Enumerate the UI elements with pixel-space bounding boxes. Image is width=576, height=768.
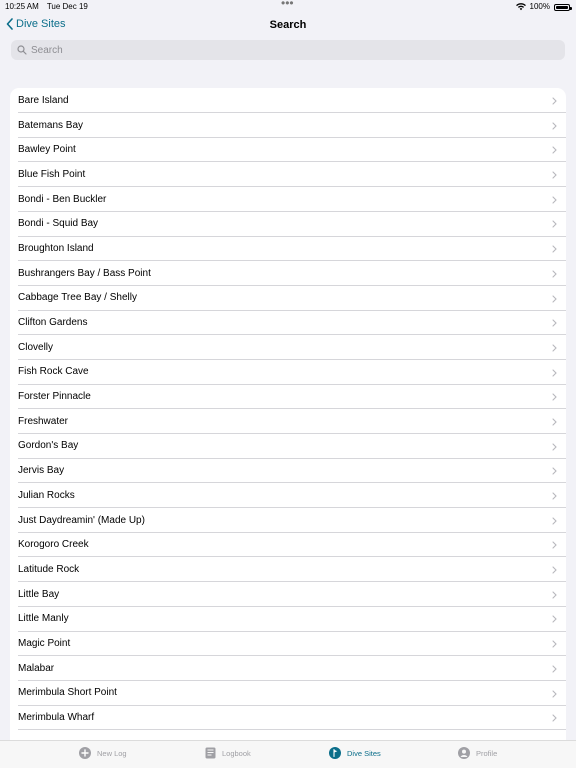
dive-site-row[interactable]	[10, 606, 566, 631]
dive-site-name: Jervis Bay	[18, 465, 65, 477]
chevron-right-icon	[552, 714, 557, 722]
dive-site-name: Magic Point	[18, 637, 71, 649]
chevron-right-icon	[552, 295, 557, 303]
tab-label: New Log	[97, 748, 127, 758]
dive-site-name: Clifton Gardens	[18, 317, 88, 329]
chevron-right-icon	[552, 566, 557, 574]
chevron-right-icon	[552, 615, 557, 623]
dive-flag-icon	[329, 747, 341, 759]
tab-dive-sites[interactable]	[329, 747, 381, 759]
chevron-right-icon	[552, 492, 557, 500]
dive-site-name: Bare Island	[18, 94, 69, 106]
navigation-bar	[0, 14, 576, 38]
battery-cap	[570, 7, 572, 10]
dive-site-row[interactable]	[10, 434, 566, 459]
dive-site-name: Fish Rock Cave	[18, 366, 89, 378]
dive-site-name: Forster Pinnacle	[18, 391, 91, 403]
dive-site-row[interactable]	[10, 705, 566, 730]
chevron-right-icon	[552, 344, 557, 352]
dive-site-list	[10, 88, 566, 740]
chevron-right-icon	[552, 319, 557, 327]
dive-site-name: Broughton Island	[18, 242, 94, 254]
tab-label: Dive Sites	[347, 748, 381, 758]
tab-label: Logbook	[222, 748, 251, 758]
chevron-right-icon	[552, 541, 557, 549]
chevron-right-icon	[552, 591, 557, 599]
tab-logbook[interactable]	[205, 747, 251, 759]
dive-site-row[interactable]	[10, 187, 566, 212]
dive-site-name: Clovelly	[18, 341, 54, 353]
tab-profile[interactable]	[458, 747, 497, 759]
dive-site-name: Batemans Bay	[18, 119, 84, 131]
chevron-right-icon	[552, 665, 557, 673]
back-button-label: Dive Sites	[16, 18, 66, 30]
dive-site-name: Gordon's Bay	[18, 440, 79, 452]
battery-percent: 100%	[529, 2, 550, 11]
dive-site-row[interactable]	[10, 162, 566, 187]
dive-site-name: Little Manly	[18, 613, 69, 625]
dive-site-row[interactable]	[10, 261, 566, 286]
search-input[interactable]	[31, 41, 531, 59]
chevron-right-icon	[552, 467, 557, 475]
chevron-right-icon	[552, 245, 557, 253]
dive-site-name: Bawley Point	[18, 144, 76, 156]
multitasking-dots-icon[interactable]: •••	[281, 0, 294, 10]
chevron-right-icon	[552, 443, 557, 451]
battery-fill	[556, 6, 568, 9]
status-left	[5, 1, 88, 13]
person-circle-icon	[458, 747, 470, 759]
dive-site-row[interactable]	[10, 582, 566, 607]
tab-label: Profile	[476, 748, 498, 758]
dive-site-row[interactable]	[10, 137, 566, 162]
dive-site-row[interactable]	[10, 88, 566, 113]
status-date: Tue Dec 19	[46, 2, 88, 11]
dive-site-name: Bondi - Squid Bay	[18, 218, 99, 230]
dive-site-row[interactable]	[10, 557, 566, 582]
dive-site-name: Bondi - Ben Buckler	[18, 193, 107, 205]
chevron-right-icon	[552, 196, 557, 204]
dive-site-row[interactable]	[10, 236, 566, 261]
dive-site-row[interactable]	[10, 335, 566, 360]
search-icon	[17, 45, 27, 55]
dive-site-row[interactable]	[10, 409, 566, 434]
dive-site-row[interactable]	[10, 211, 566, 236]
dive-site-name: Just Daydreamin' (Made Up)	[18, 514, 145, 526]
dive-site-row[interactable]	[10, 508, 566, 533]
book-icon	[205, 747, 216, 759]
chevron-right-icon	[552, 220, 557, 228]
chevron-right-icon	[552, 393, 557, 401]
plus-circle-icon	[79, 747, 91, 759]
chevron-right-icon	[552, 146, 557, 154]
dive-site-row[interactable]	[10, 656, 566, 681]
tab-bar	[0, 740, 576, 768]
dive-site-name: Cabbage Tree Bay / Shelly	[18, 292, 137, 304]
dive-site-name: Blue Fish Point	[18, 168, 86, 180]
dive-site-name: Merimbula Short Point	[18, 687, 117, 699]
dive-site-name: Latitude Rock	[18, 563, 80, 575]
dive-site-name: Little Bay	[18, 588, 60, 600]
status-bar	[0, 0, 576, 14]
chevron-right-icon	[552, 517, 557, 525]
dive-site-row[interactable]	[10, 483, 566, 508]
dive-site-row[interactable]	[10, 384, 566, 409]
dive-site-name: Bushrangers Bay / Bass Point	[18, 267, 151, 279]
dive-site-row[interactable]	[10, 360, 566, 385]
chevron-right-icon	[552, 270, 557, 278]
tab-new-log[interactable]	[79, 747, 127, 759]
battery-icon	[554, 4, 570, 11]
dive-site-row[interactable]	[10, 286, 566, 311]
dive-site-name: Merimbula Wharf	[18, 712, 95, 724]
chevron-right-icon	[552, 690, 557, 698]
chevron-right-icon	[552, 418, 557, 426]
dive-site-row[interactable]	[10, 458, 566, 483]
dive-site-row[interactable]	[10, 532, 566, 557]
status-right	[516, 1, 570, 13]
status-time: 10:25 AM	[5, 2, 39, 11]
dive-site-name: Malabar	[18, 662, 55, 674]
dive-site-name: Freshwater	[18, 415, 69, 427]
dive-site-row[interactable]	[10, 113, 566, 138]
wifi-icon	[516, 3, 526, 11]
chevron-right-icon	[552, 122, 557, 130]
dive-site-row[interactable]	[10, 631, 566, 656]
dive-site-name: Julian Rocks	[18, 489, 75, 501]
page-title: Search	[269, 19, 307, 31]
dive-site-name: Korogoro Creek	[18, 539, 89, 551]
chevron-right-icon	[552, 97, 557, 105]
chevron-right-icon	[552, 171, 557, 179]
chevron-right-icon	[552, 369, 557, 377]
chevron-right-icon	[552, 640, 557, 648]
search-bar[interactable]	[11, 40, 565, 60]
dive-site-row[interactable]	[10, 681, 566, 706]
dive-site-row[interactable]	[10, 310, 566, 335]
